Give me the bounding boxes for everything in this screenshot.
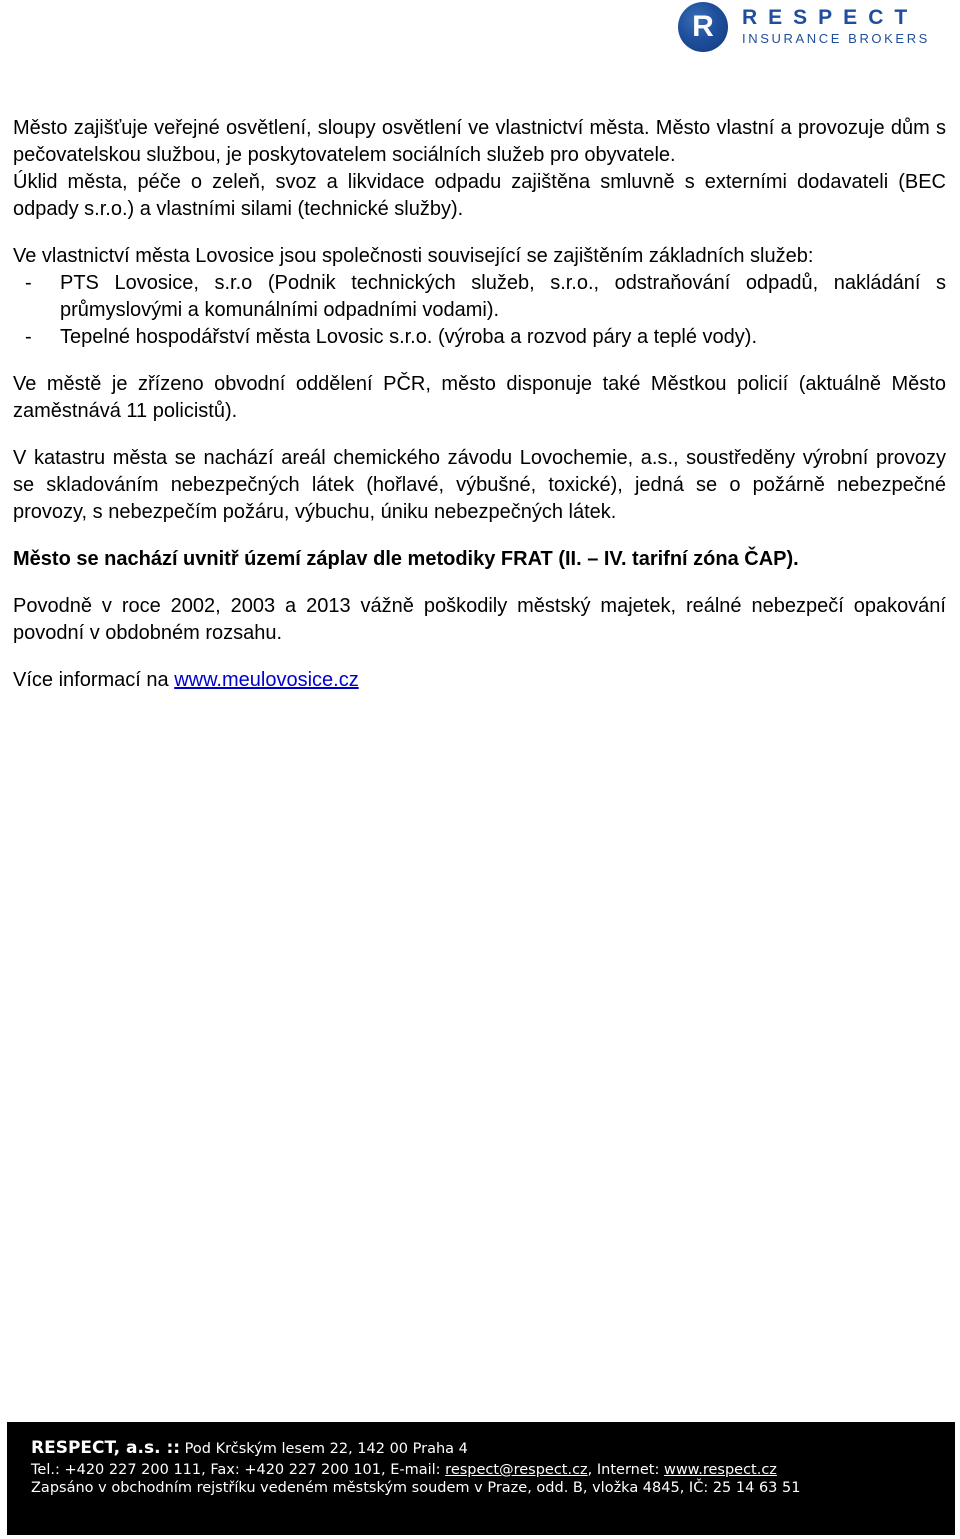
paragraph-floods: Povodně v roce 2002, 2003 a 2013 vážně poškodily městský majetek, reálné nebezpečí opakování povodní v obdobném rozsahu. (13, 595, 946, 644)
list-dash: - (25, 326, 32, 348)
footer-contact-prefix: Tel.: +420 227 200 111, Fax: +420 227 200 101, E-mail: (31, 1462, 446, 1478)
footer-address: Pod Krčským lesem 22, 142 00 Praha 4 (180, 1441, 468, 1457)
paragraph-police: Ve městě je zřízeno obvodní oddělení PČR, město disponuje také Městkou policií (aktuálně Město zaměstnává 11 policistů). (13, 373, 946, 422)
paragraph-cleaning: Úklid města, péče o zeleň, svoz a likvidace odpadu zajištěna smluvně s externími dodavateli (BEC odpady s.r.o.) a vlastními silami (technické služby). (13, 171, 946, 220)
footer-internet-prefix: , Internet: (587, 1462, 664, 1478)
list-item (13, 270, 946, 324)
list-item-text: Tepelné hospodářství města Lovosic s.r.o. (výroba a rozvod páry a teplé vody). (60, 326, 758, 348)
city-website-link[interactable]: www.meulovosice.cz (174, 669, 359, 691)
logo-emblem-icon: R (678, 2, 728, 52)
logo-subtitle: INSURANCE BROKERS (742, 31, 930, 46)
more-info-label: Více informací na (13, 669, 175, 691)
footer-contact-line (31, 1462, 777, 1478)
footer-brand: RESPECT, a.s. :: (31, 1438, 181, 1458)
footer-email-link[interactable]: respect@respect.cz (445, 1462, 588, 1478)
paragraph-more-info (13, 667, 946, 694)
list-item-text: PTS Lovosice, s.r.o (Podnik technických služeb, s.r.o., odstraňování odpadů, nakládání s průmyslovými a komunálními odpadními vodami). (60, 272, 946, 321)
footer-web-link[interactable]: www.respect.cz (663, 1462, 777, 1478)
list-item (13, 324, 946, 351)
respect-logo (674, 0, 960, 58)
paragraph-chemical-plant: V katastru města se nachází areál chemického závodu Lovochemie, a.s., soustředěny výrobní provozy se skladováním nebezpečných látek (hořlavé, výbušné, toxické), jedná se o požárně nebezpečné provozy, s nebezpečím požáru, výbuchu, úniku nebezpečných látek. (13, 447, 946, 523)
footer-registry: Zapsáno v obchodním rejstříku vedeném městským soudem v Praze, odd. B, vložka 4845, IČ: 25 14 63 51 (31, 1480, 801, 1496)
paragraph-companies-intro: Ve vlastnictví města Lovosice jsou společnosti související se zajištěním základních služeb: (13, 245, 814, 267)
list-dash: - (25, 272, 32, 294)
document-body (13, 115, 946, 694)
paragraph-flood-zone: Město se nachází uvnitř území záplav dle metodiky FRAT (II. – IV. tarifní zóna ČAP). (13, 548, 799, 570)
logo-name: RESPECT (742, 6, 919, 29)
footer-address-line (31, 1438, 468, 1458)
footer (7, 1422, 955, 1535)
paragraph-city-services: Město zajišťuje veřejné osvětlení, sloupy osvětlení ve vlastnictví města. Město vlastní a provozuje dům s pečovatelskou službou, je poskytovatelem sociálních služeb pro obyvatele. (13, 117, 946, 166)
